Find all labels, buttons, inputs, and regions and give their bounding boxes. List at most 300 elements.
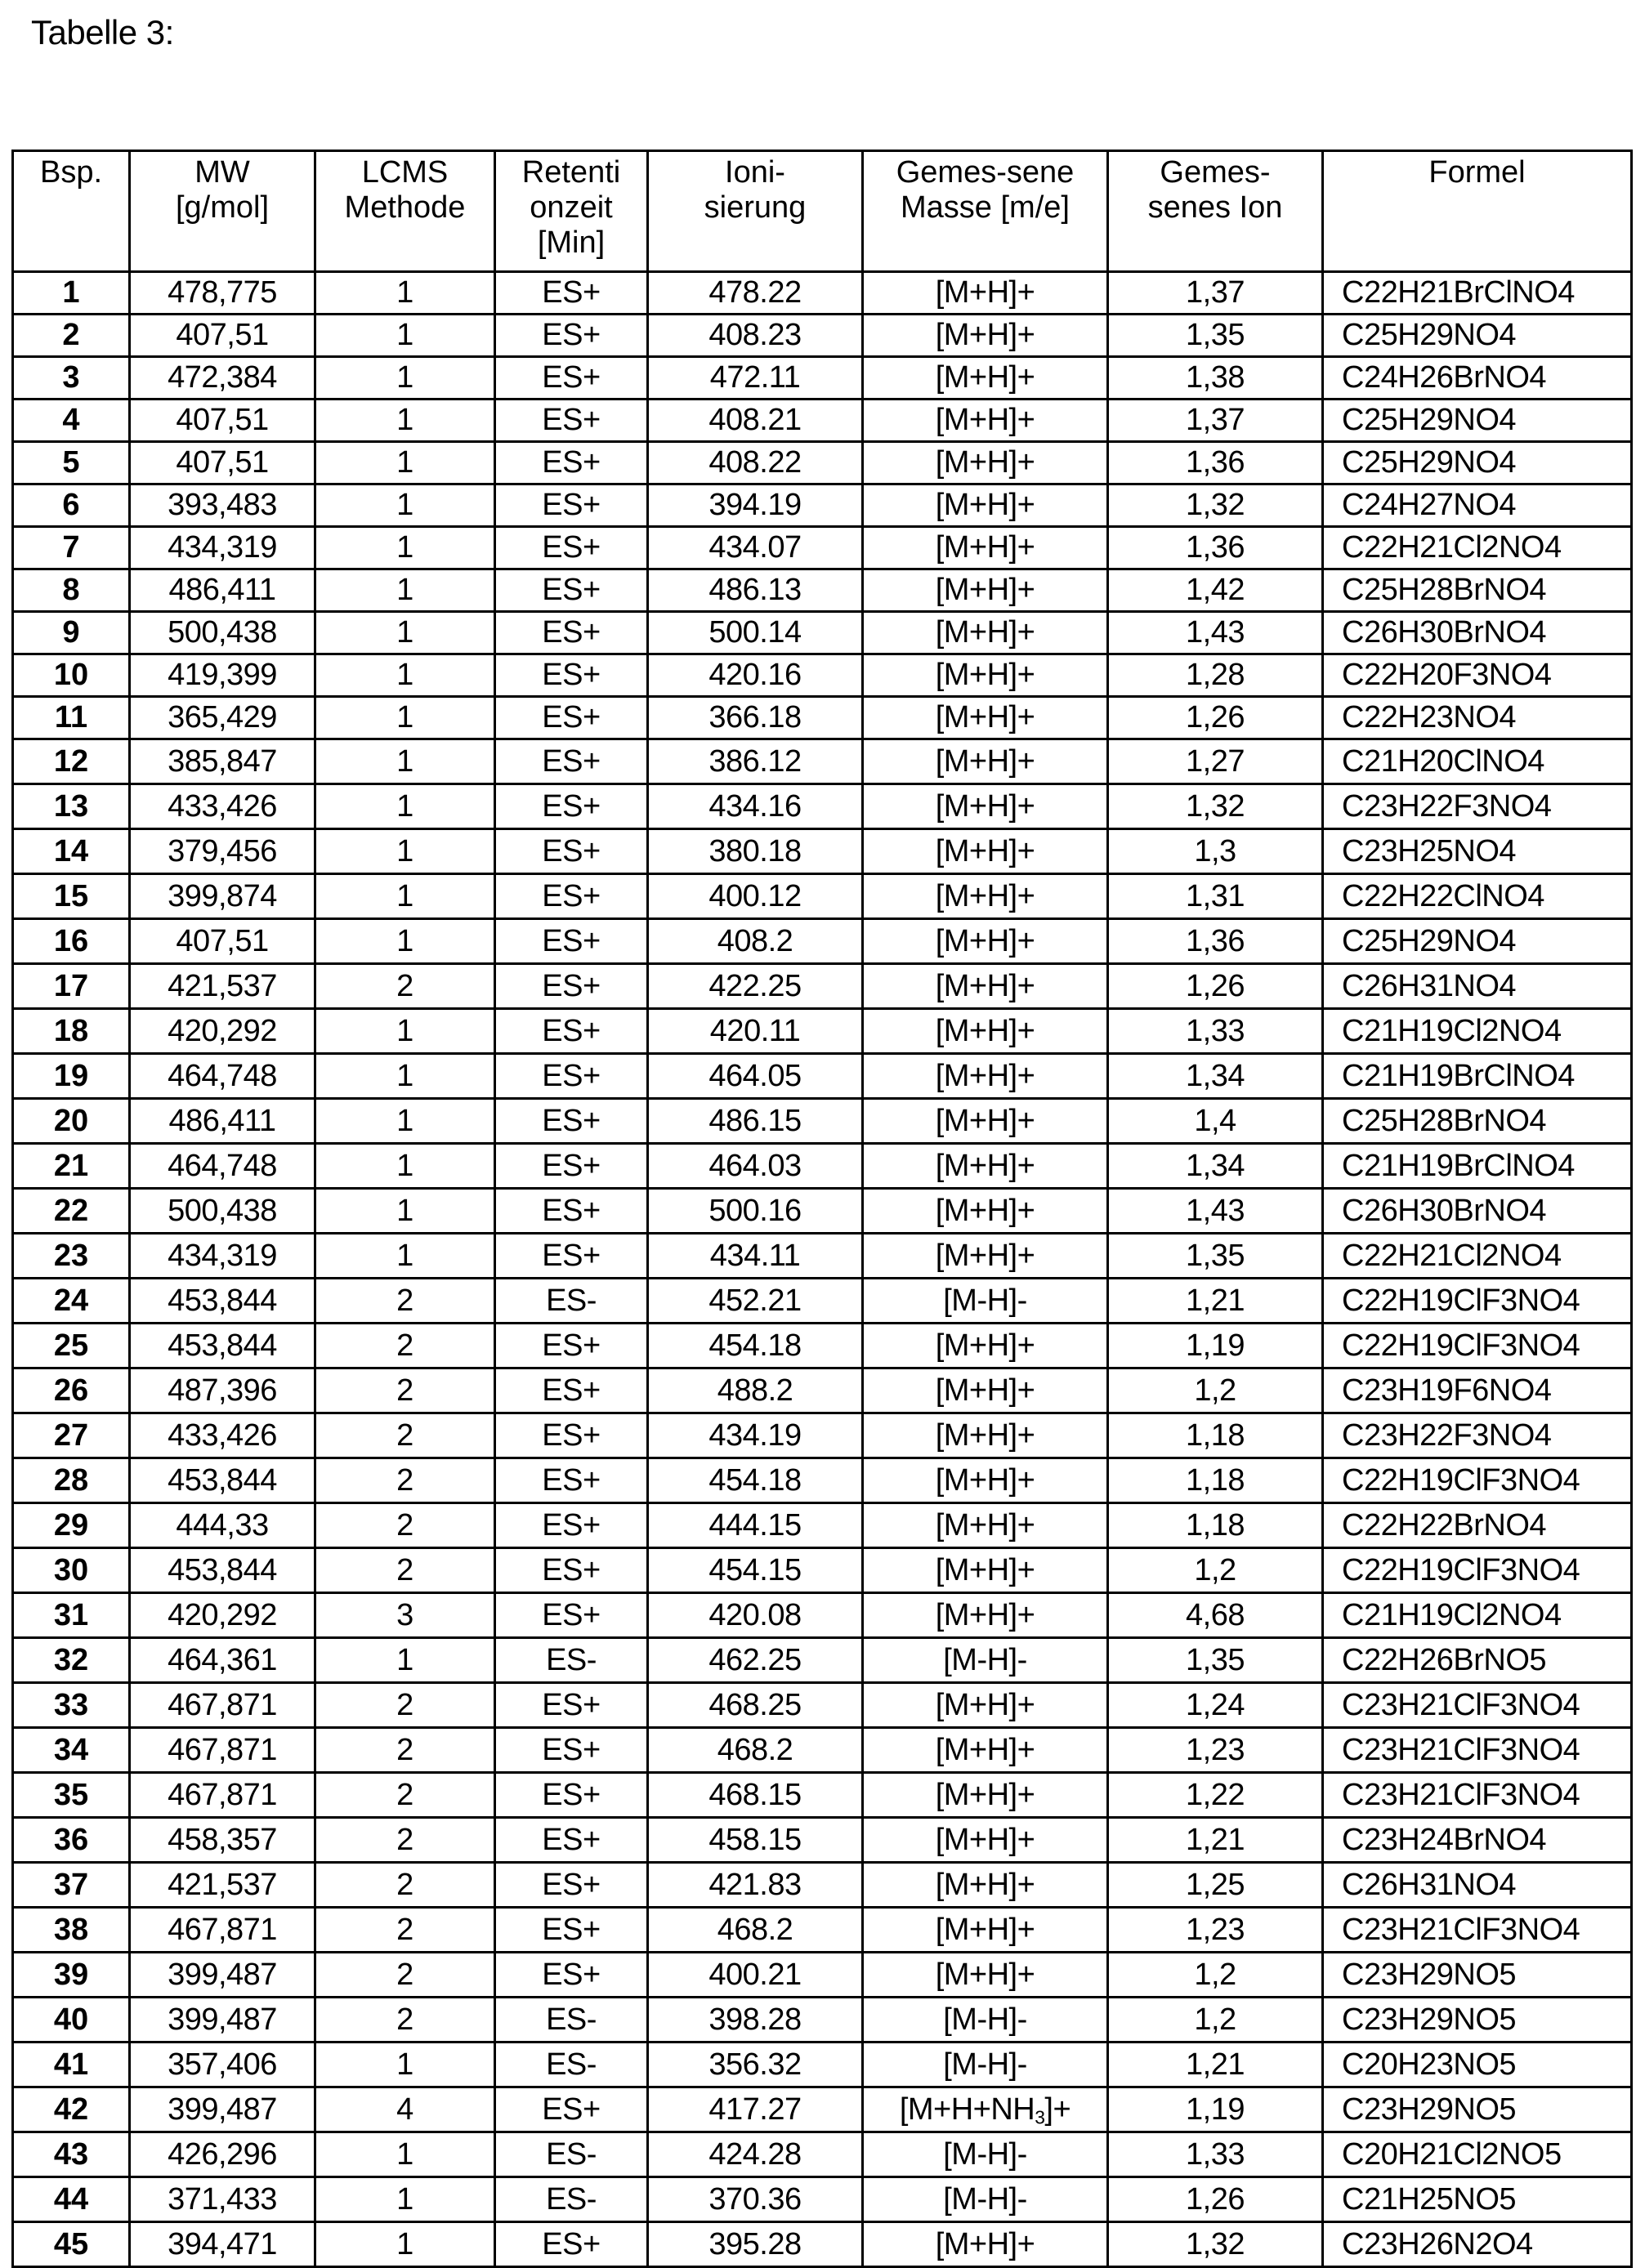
cell-formel: C26H30BrNO4 [1323, 1189, 1632, 1234]
cell-gemessenes-ion: 1,2 [1108, 1953, 1323, 1998]
cell-retentionszeit: ES+ [495, 1593, 648, 1638]
table-row [13, 1818, 1632, 1863]
cell-ionisierung: 395.28 [648, 2222, 863, 2267]
cell-formel: C20H23NO5 [1323, 2043, 1632, 2087]
cell-gemessenes-ion: 1,27 [1108, 739, 1323, 784]
cell-gemessene-masse: [M-H]- [863, 1998, 1108, 2043]
cell-retentionszeit: ES+ [495, 2222, 648, 2267]
cell-retentionszeit: ES+ [495, 1054, 648, 1099]
cell-formel: C25H29NO4 [1323, 400, 1632, 442]
cell-ionisierung: 488.2 [648, 1368, 863, 1413]
header-ionisierung [648, 151, 863, 272]
cell-gemessene-masse: [M+H]+ [863, 1593, 1108, 1638]
cell-gemessenes-ion: 1,31 [1108, 874, 1323, 919]
cell-mw: 464,748 [130, 1054, 315, 1099]
cell-gemessenes-ion: 1,37 [1108, 272, 1323, 315]
cell-bsp: 30 [13, 1548, 130, 1593]
cell-gemessenes-ion: 1,4 [1108, 1099, 1323, 1144]
cell-lcms-methode: 2 [315, 1503, 495, 1548]
cell-retentionszeit: ES+ [495, 1548, 648, 1593]
cell-ionisierung: 462.25 [648, 1638, 863, 1683]
cell-mw: 444,33 [130, 1503, 315, 1548]
cell-formel: C25H29NO4 [1323, 442, 1632, 484]
cell-formel: C24H26BrNO4 [1323, 357, 1632, 400]
header-line: LCMS [361, 155, 449, 190]
cell-lcms-methode: 2 [315, 1863, 495, 1908]
cell-ionisierung: 394.19 [648, 484, 863, 527]
cell-gemessene-masse: [M+H]+ [863, 1099, 1108, 1144]
cell-retentionszeit: ES+ [495, 1234, 648, 1279]
cell-lcms-methode: 2 [315, 1998, 495, 2043]
cell-ionisierung: 420.11 [648, 1009, 863, 1054]
cell-ionisierung: 422.25 [648, 964, 863, 1009]
cell-retentionszeit: ES+ [495, 315, 648, 357]
cell-retentionszeit: ES- [495, 1638, 648, 1683]
cell-bsp: 21 [13, 1144, 130, 1189]
cell-gemessenes-ion: 1,38 [1108, 357, 1323, 400]
table-row [13, 697, 1632, 739]
table-row [13, 1638, 1632, 1683]
table-row [13, 2222, 1632, 2267]
cell-gemessene-masse: [M+H]+ [863, 569, 1108, 612]
cell-retentionszeit: ES+ [495, 1009, 648, 1054]
cell-formel: C22H19ClF3NO4 [1323, 1324, 1632, 1368]
cell-bsp: 44 [13, 2177, 130, 2222]
cell-gemessene-masse: [M+H]+ [863, 1773, 1108, 1818]
cell-gemessenes-ion: 1,19 [1108, 2087, 1323, 2132]
cell-gemessene-masse: [M+H]+ [863, 612, 1108, 654]
cell-ionisierung: 468.2 [648, 1728, 863, 1773]
cell-lcms-methode: 2 [315, 1548, 495, 1593]
cell-formel: C23H19F6NO4 [1323, 1368, 1632, 1413]
cell-gemessene-masse: [M+H]+ [863, 1503, 1108, 1548]
cell-formel: C25H29NO4 [1323, 919, 1632, 964]
cell-retentionszeit: ES+ [495, 1413, 648, 1458]
cell-formel: C22H22BrNO4 [1323, 1503, 1632, 1548]
cell-retentionszeit: ES+ [495, 1099, 648, 1144]
table-row [13, 1863, 1632, 1908]
cell-retentionszeit: ES+ [495, 829, 648, 874]
cell-lcms-methode: 1 [315, 2222, 495, 2267]
table-row [13, 964, 1632, 1009]
cell-mw: 467,871 [130, 1773, 315, 1818]
cell-retentionszeit: ES+ [495, 1953, 648, 1998]
cell-retentionszeit: ES+ [495, 1683, 648, 1728]
cell-lcms-methode: 1 [315, 1144, 495, 1189]
cell-lcms-methode: 2 [315, 1683, 495, 1728]
cell-gemessene-masse: [M+H]+ [863, 527, 1108, 569]
cell-formel: C22H21Cl2NO4 [1323, 1234, 1632, 1279]
header-line: Retenti [521, 155, 621, 190]
cell-bsp: 32 [13, 1638, 130, 1683]
cell-lcms-methode: 1 [315, 569, 495, 612]
cell-mw: 486,411 [130, 569, 315, 612]
cell-ionisierung: 386.12 [648, 739, 863, 784]
cell-lcms-methode: 1 [315, 442, 495, 484]
cell-formel: C23H21ClF3NO4 [1323, 1683, 1632, 1728]
cell-retentionszeit: ES+ [495, 919, 648, 964]
lcms-data-table [11, 150, 1633, 2268]
cell-bsp: 7 [13, 527, 130, 569]
cell-lcms-methode: 3 [315, 1593, 495, 1638]
cell-formel: C21H25NO5 [1323, 2177, 1632, 2222]
cell-gemessenes-ion: 1,2 [1108, 1998, 1323, 2043]
cell-gemessenes-ion: 1,35 [1108, 315, 1323, 357]
cell-lcms-methode: 1 [315, 484, 495, 527]
table-body [13, 272, 1632, 2267]
cell-mw: 500,438 [130, 612, 315, 654]
cell-formel: C26H31NO4 [1323, 1863, 1632, 1908]
cell-gemessenes-ion: 1,33 [1108, 2132, 1323, 2177]
cell-ionisierung: 408.22 [648, 442, 863, 484]
cell-lcms-methode: 2 [315, 1279, 495, 1324]
cell-lcms-methode: 2 [315, 964, 495, 1009]
header-line: Masse [m/e] [901, 190, 1070, 225]
cell-gemessenes-ion: 1,21 [1108, 1818, 1323, 1863]
table-row [13, 1503, 1632, 1548]
cell-gemessene-masse: [M+H]+ [863, 1413, 1108, 1458]
cell-bsp: 10 [13, 654, 130, 697]
cell-formel: C23H29NO5 [1323, 2087, 1632, 2132]
cell-ionisierung: 408.21 [648, 400, 863, 442]
cell-lcms-methode: 2 [315, 1773, 495, 1818]
cell-bsp: 17 [13, 964, 130, 1009]
cell-mw: 453,844 [130, 1548, 315, 1593]
cell-formel: C23H22F3NO4 [1323, 1413, 1632, 1458]
cell-mw: 379,456 [130, 829, 315, 874]
cell-formel: C21H19Cl2NO4 [1323, 1009, 1632, 1054]
cell-formel: C26H31NO4 [1323, 964, 1632, 1009]
cell-retentionszeit: ES+ [495, 1773, 648, 1818]
cell-mw: 478,775 [130, 272, 315, 315]
cell-gemessenes-ion: 1,33 [1108, 1009, 1323, 1054]
cell-ionisierung: 408.23 [648, 315, 863, 357]
cell-gemessenes-ion: 1,37 [1108, 400, 1323, 442]
cell-mw: 407,51 [130, 315, 315, 357]
cell-bsp: 43 [13, 2132, 130, 2177]
cell-ionisierung: 454.15 [648, 1548, 863, 1593]
header-line: Bsp. [39, 155, 103, 190]
cell-bsp: 29 [13, 1503, 130, 1548]
cell-mw: 434,319 [130, 1234, 315, 1279]
cell-ionisierung: 500.16 [648, 1189, 863, 1234]
cell-gemessenes-ion: 1,26 [1108, 697, 1323, 739]
cell-gemessenes-ion: 1,43 [1108, 612, 1323, 654]
table-row [13, 1773, 1632, 1818]
cell-ionisierung: 434.19 [648, 1413, 863, 1458]
cell-retentionszeit: ES+ [495, 1368, 648, 1413]
cell-mw: 394,471 [130, 2222, 315, 2267]
cell-formel: C22H19ClF3NO4 [1323, 1548, 1632, 1593]
cell-formel: C23H24BrNO4 [1323, 1818, 1632, 1863]
cell-gemessene-masse: [M+H]+ [863, 874, 1108, 919]
cell-bsp: 8 [13, 569, 130, 612]
cell-retentionszeit: ES+ [495, 654, 648, 697]
cell-mw: 467,871 [130, 1908, 315, 1953]
cell-lcms-methode: 1 [315, 315, 495, 357]
cell-mw: 385,847 [130, 739, 315, 784]
cell-mw: 487,396 [130, 1368, 315, 1413]
cell-bsp: 22 [13, 1189, 130, 1234]
cell-retentionszeit: ES- [495, 2177, 648, 2222]
cell-lcms-methode: 1 [315, 400, 495, 442]
cell-bsp: 40 [13, 1998, 130, 2043]
cell-gemessene-masse: [M+H]+ [863, 1953, 1108, 1998]
cell-lcms-methode: 2 [315, 1953, 495, 1998]
cell-formel: C21H19BrClNO4 [1323, 1144, 1632, 1189]
cell-bsp: 19 [13, 1054, 130, 1099]
cell-gemessenes-ion: 1,19 [1108, 1324, 1323, 1368]
cell-ionisierung: 400.21 [648, 1953, 863, 1998]
cell-lcms-methode: 1 [315, 739, 495, 784]
cell-retentionszeit: ES+ [495, 1818, 648, 1863]
cell-lcms-methode: 1 [315, 654, 495, 697]
cell-retentionszeit: ES- [495, 2132, 648, 2177]
cell-gemessene-masse: [M+H]+ [863, 442, 1108, 484]
cell-lcms-methode: 2 [315, 1324, 495, 1368]
cell-lcms-methode: 1 [315, 2043, 495, 2087]
cell-gemessenes-ion: 1,26 [1108, 2177, 1323, 2222]
cell-gemessenes-ion: 1,43 [1108, 1189, 1323, 1234]
header-lcms-methode [315, 151, 495, 272]
cell-ionisierung: 434.11 [648, 1234, 863, 1279]
header-gemessene-masse [863, 151, 1108, 272]
cell-ionisierung: 468.25 [648, 1683, 863, 1728]
cell-mw: 399,874 [130, 874, 315, 919]
cell-lcms-methode: 2 [315, 1413, 495, 1458]
cell-gemessene-masse: [M+H]+ [863, 784, 1108, 829]
cell-ionisierung: 458.15 [648, 1818, 863, 1863]
cell-gemessene-masse: [M+H]+ [863, 1009, 1108, 1054]
cell-gemessenes-ion: 1,2 [1108, 1368, 1323, 1413]
cell-formel: C23H21ClF3NO4 [1323, 1908, 1632, 1953]
cell-gemessene-masse: [M+H]+ [863, 1234, 1108, 1279]
cell-lcms-methode: 2 [315, 1728, 495, 1773]
cell-lcms-methode: 1 [315, 829, 495, 874]
cell-gemessene-masse: [M+H]+ [863, 1189, 1108, 1234]
cell-lcms-methode: 1 [315, 1638, 495, 1683]
cell-lcms-methode: 1 [315, 1234, 495, 1279]
cell-retentionszeit: ES- [495, 1998, 648, 2043]
header-line: [Min] [537, 225, 606, 260]
cell-mw: 399,487 [130, 2087, 315, 2132]
cell-ionisierung: 398.28 [648, 1998, 863, 2043]
cell-gemessene-masse: [M+H]+ [863, 654, 1108, 697]
cell-mw: 453,844 [130, 1324, 315, 1368]
cell-ionisierung: 486.13 [648, 569, 863, 612]
cell-lcms-methode: 1 [315, 1099, 495, 1144]
cell-gemessene-masse: [M+H]+ [863, 2222, 1108, 2267]
cell-gemessenes-ion: 1,32 [1108, 784, 1323, 829]
cell-retentionszeit: ES+ [495, 1908, 648, 1953]
cell-gemessenes-ion: 1,26 [1108, 964, 1323, 1009]
cell-retentionszeit: ES- [495, 2043, 648, 2087]
cell-bsp: 12 [13, 739, 130, 784]
cell-mw: 467,871 [130, 1683, 315, 1728]
cell-retentionszeit: ES+ [495, 527, 648, 569]
header-formel [1323, 151, 1632, 272]
cell-gemessenes-ion: 1,42 [1108, 569, 1323, 612]
cell-lcms-methode: 1 [315, 1189, 495, 1234]
cell-retentionszeit: ES+ [495, 697, 648, 739]
cell-formel: C25H29NO4 [1323, 315, 1632, 357]
header-line: senes Ion [1147, 190, 1283, 225]
cell-formel: C23H21ClF3NO4 [1323, 1773, 1632, 1818]
cell-formel: C22H19ClF3NO4 [1323, 1279, 1632, 1324]
cell-mw: 453,844 [130, 1458, 315, 1503]
cell-bsp: 11 [13, 697, 130, 739]
cell-retentionszeit: ES+ [495, 1503, 648, 1548]
cell-bsp: 25 [13, 1324, 130, 1368]
cell-bsp: 2 [13, 315, 130, 357]
cell-mw: 433,426 [130, 1413, 315, 1458]
cell-mw: 433,426 [130, 784, 315, 829]
table-row [13, 1279, 1632, 1324]
cell-lcms-methode: 1 [315, 1009, 495, 1054]
cell-ionisierung: 417.27 [648, 2087, 863, 2132]
cell-gemessene-masse: [M+H]+ [863, 1324, 1108, 1368]
cell-formel: C23H26N2O4 [1323, 2222, 1632, 2267]
cell-formel: C24H27NO4 [1323, 484, 1632, 527]
cell-gemessene-masse: [M+H]+ [863, 357, 1108, 400]
cell-ionisierung: 464.05 [648, 1054, 863, 1099]
table-row [13, 1593, 1632, 1638]
cell-ionisierung: 468.15 [648, 1773, 863, 1818]
cell-gemessene-masse: [M-H]- [863, 1638, 1108, 1683]
cell-formel: C22H19ClF3NO4 [1323, 1458, 1632, 1503]
table-row [13, 1099, 1632, 1144]
cell-mw: 399,487 [130, 1998, 315, 2043]
header-line: [g/mol] [175, 190, 270, 225]
cell-retentionszeit: ES+ [495, 1189, 648, 1234]
cell-bsp: 3 [13, 357, 130, 400]
cell-bsp: 28 [13, 1458, 130, 1503]
cell-ionisierung: 421.83 [648, 1863, 863, 1908]
cell-gemessenes-ion: 1,36 [1108, 527, 1323, 569]
cell-bsp: 34 [13, 1728, 130, 1773]
cell-mw: 500,438 [130, 1189, 315, 1234]
cell-mw: 420,292 [130, 1009, 315, 1054]
cell-bsp: 26 [13, 1368, 130, 1413]
cell-gemessene-masse: [M+H]+ [863, 1548, 1108, 1593]
cell-gemessene-masse: [M-H]- [863, 2177, 1108, 2222]
table-title: Tabelle 3: [31, 13, 174, 51]
cell-bsp: 36 [13, 1818, 130, 1863]
cell-formel: C26H30BrNO4 [1323, 612, 1632, 654]
cell-lcms-methode: 2 [315, 1368, 495, 1413]
cell-lcms-methode: 1 [315, 697, 495, 739]
cell-formel: C23H22F3NO4 [1323, 784, 1632, 829]
cell-ionisierung: 468.2 [648, 1908, 863, 1953]
cell-retentionszeit: ES+ [495, 1458, 648, 1503]
cell-gemessene-masse: [M+H]+ [863, 315, 1108, 357]
cell-retentionszeit: ES+ [495, 784, 648, 829]
cell-bsp: 9 [13, 612, 130, 654]
cell-formel: C22H23NO4 [1323, 697, 1632, 739]
cell-gemessene-masse: [M+H]+ [863, 1683, 1108, 1728]
table-row [13, 272, 1632, 315]
cell-gemessene-masse: [M+H]+ [863, 484, 1108, 527]
cell-ionisierung: 434.07 [648, 527, 863, 569]
header-bsp [13, 151, 130, 272]
cell-formel: C25H28BrNO4 [1323, 569, 1632, 612]
cell-formel: C23H25NO4 [1323, 829, 1632, 874]
cell-gemessenes-ion: 1,23 [1108, 1908, 1323, 1953]
cell-bsp: 31 [13, 1593, 130, 1638]
cell-gemessene-masse: [M-H]- [863, 2043, 1108, 2087]
cell-mw: 393,483 [130, 484, 315, 527]
table-row [13, 1548, 1632, 1593]
cell-mw: 486,411 [130, 1099, 315, 1144]
cell-bsp: 15 [13, 874, 130, 919]
cell-ionisierung: 424.28 [648, 2132, 863, 2177]
cell-retentionszeit: ES+ [495, 357, 648, 400]
cell-gemessenes-ion: 1,18 [1108, 1503, 1323, 1548]
cell-formel: C23H21ClF3NO4 [1323, 1728, 1632, 1773]
cell-ionisierung: 400.12 [648, 874, 863, 919]
cell-gemessene-masse: [M+H]+ [863, 400, 1108, 442]
table-row [13, 784, 1632, 829]
cell-lcms-methode: 2 [315, 1458, 495, 1503]
cell-retentionszeit: ES+ [495, 1863, 648, 1908]
table-row [13, 1413, 1632, 1458]
cell-lcms-methode: 1 [315, 272, 495, 315]
header-line: sierung [704, 190, 807, 225]
table-row [13, 2043, 1632, 2087]
table-row [13, 1683, 1632, 1728]
cell-formel: C23H29NO5 [1323, 1998, 1632, 2043]
cell-mw: 467,871 [130, 1728, 315, 1773]
cell-retentionszeit: ES+ [495, 739, 648, 784]
cell-gemessenes-ion: 1,18 [1108, 1413, 1323, 1458]
header-retentionszeit [495, 151, 648, 272]
cell-gemessene-masse: [M+H]+ [863, 1728, 1108, 1773]
table-row [13, 739, 1632, 784]
cell-bsp: 16 [13, 919, 130, 964]
cell-lcms-methode: 1 [315, 357, 495, 400]
cell-lcms-methode: 1 [315, 2177, 495, 2222]
cell-retentionszeit: ES+ [495, 400, 648, 442]
cell-retentionszeit: ES+ [495, 569, 648, 612]
cell-formel: C22H21Cl2NO4 [1323, 527, 1632, 569]
cell-mw: 421,537 [130, 964, 315, 1009]
table-row [13, 1728, 1632, 1773]
cell-ionisierung: 444.15 [648, 1503, 863, 1548]
table-row [13, 1054, 1632, 1099]
cell-ionisierung: 434.16 [648, 784, 863, 829]
cell-mw: 421,537 [130, 1863, 315, 1908]
table-row [13, 1368, 1632, 1413]
cell-gemessenes-ion: 1,23 [1108, 1728, 1323, 1773]
cell-ionisierung: 370.36 [648, 2177, 863, 2222]
cell-mw: 420,292 [130, 1593, 315, 1638]
cell-mw: 371,433 [130, 2177, 315, 2222]
cell-lcms-methode: 1 [315, 612, 495, 654]
table-row [13, 1189, 1632, 1234]
cell-bsp: 23 [13, 1234, 130, 1279]
cell-formel: C22H20F3NO4 [1323, 654, 1632, 697]
cell-retentionszeit: ES+ [495, 1324, 648, 1368]
cell-gemessenes-ion: 1,24 [1108, 1683, 1323, 1728]
cell-gemessene-masse: [M+H]+ [863, 829, 1108, 874]
table-row [13, 357, 1632, 400]
cell-gemessenes-ion: 1,25 [1108, 1863, 1323, 1908]
header-line: MW [194, 155, 250, 190]
cell-ionisierung: 500.14 [648, 612, 863, 654]
table-row [13, 2087, 1632, 2132]
cell-lcms-methode: 1 [315, 874, 495, 919]
cell-gemessenes-ion: 1,35 [1108, 1234, 1323, 1279]
